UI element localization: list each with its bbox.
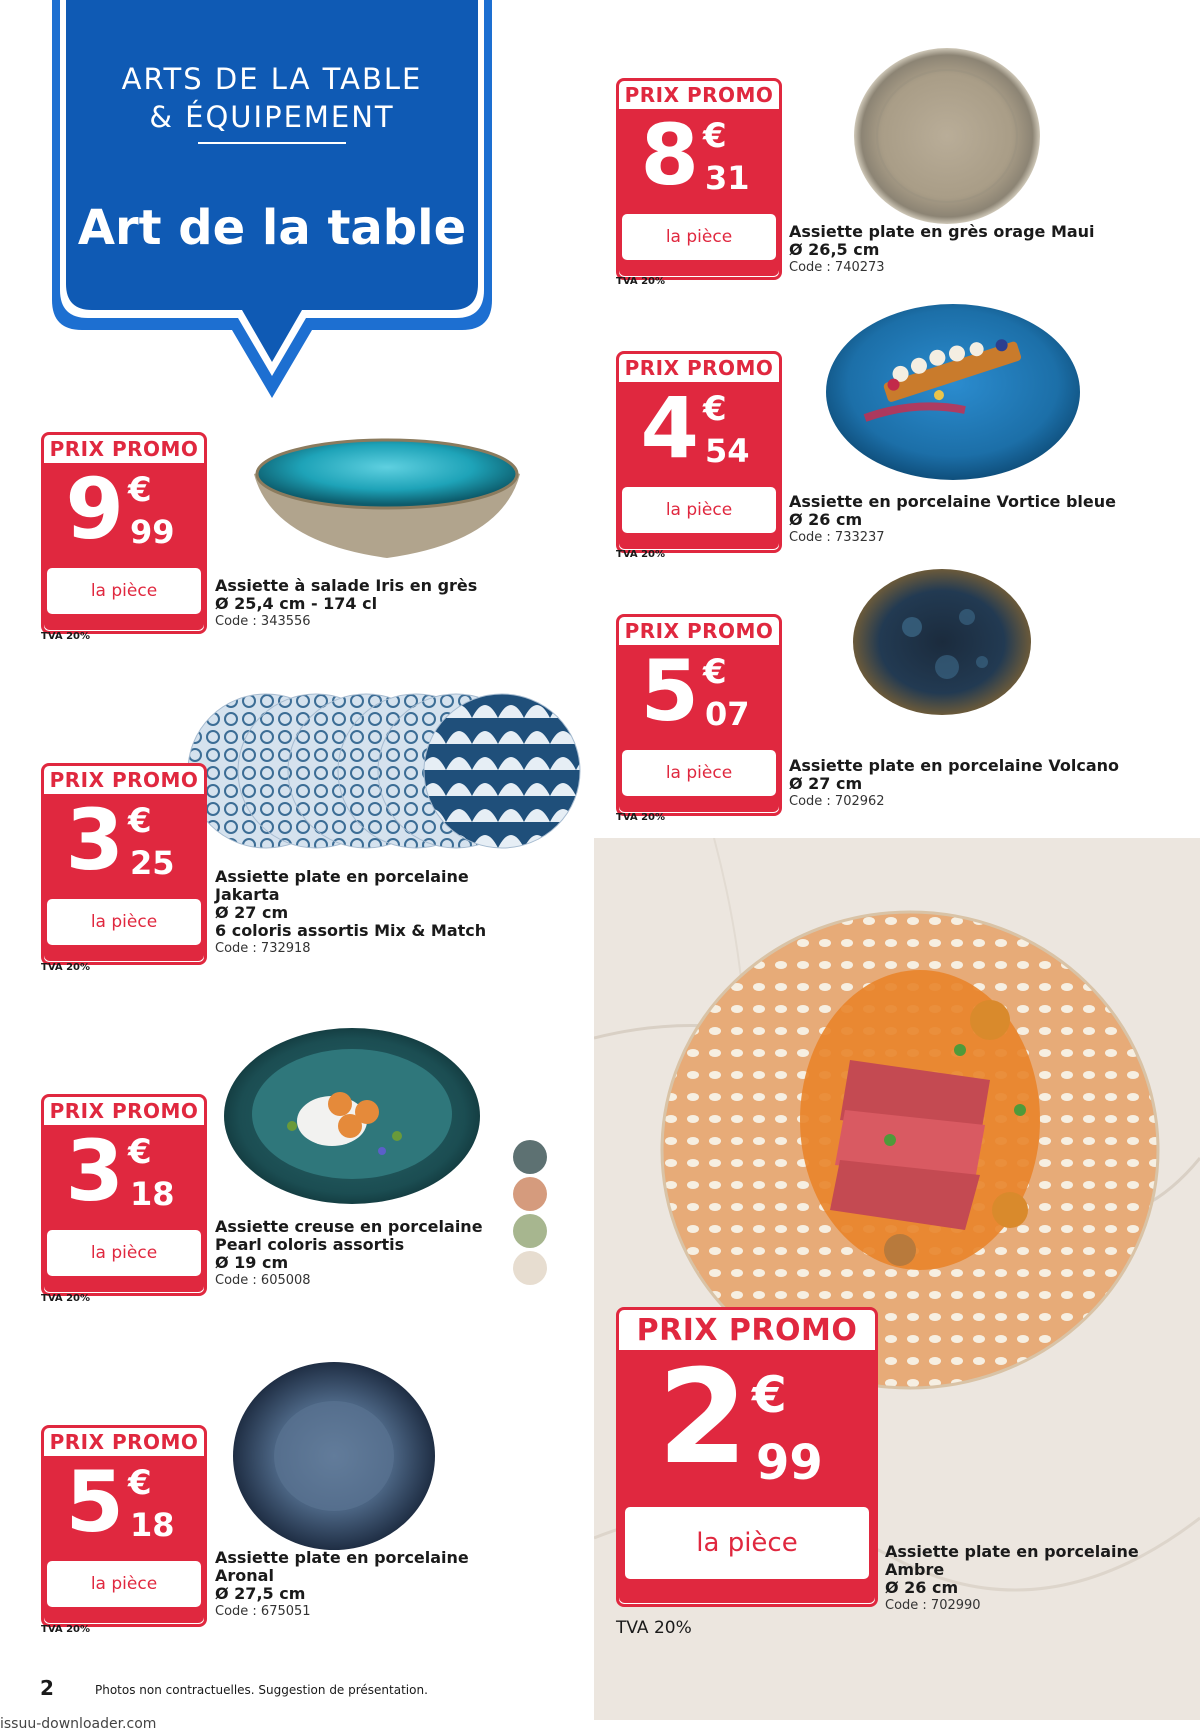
product-name-line-2: Aronal	[215, 1566, 274, 1585]
product-code: Code : 702990	[885, 1598, 981, 1613]
promo-label: PRIX PROMO	[624, 356, 774, 380]
product-name: Assiette plate en grès orage Maui	[789, 222, 1095, 241]
unit-label: la pièce	[625, 1507, 869, 1579]
price-tag-vortice	[616, 351, 782, 553]
promo-label: PRIX PROMO	[49, 437, 199, 461]
product-name-line-2: Ambre	[885, 1560, 945, 1579]
unit-label: la pièce	[622, 750, 776, 796]
currency-symbol: €	[128, 801, 152, 841]
product-desc-volcano	[789, 757, 1199, 811]
iris-bowl-image	[252, 432, 522, 562]
category-title	[50, 60, 494, 136]
product-size: Ø 27 cm	[215, 903, 289, 922]
promo-label: PRIX PROMO	[49, 1430, 199, 1454]
price-integer: 5	[640, 642, 699, 740]
maui-plate-image	[852, 44, 1042, 234]
tva-label: TVA 20%	[41, 962, 91, 973]
tva-label: TVA 20%	[41, 1624, 91, 1635]
unit-label: la pièce	[47, 899, 201, 945]
price-decimals: 18	[130, 1175, 175, 1213]
pearl-bowl-image	[222, 1026, 484, 1206]
product-size: Ø 27,5 cm	[215, 1584, 306, 1603]
unit-label: la pièce	[47, 1561, 201, 1607]
promo-label: PRIX PROMO	[49, 768, 199, 792]
promo-label: PRIX PROMO	[624, 83, 774, 107]
tva-label: TVA 20%	[616, 1618, 692, 1638]
jakarta-plates-image	[186, 692, 582, 850]
product-desc-jakarta	[215, 868, 585, 958]
product-desc-maui	[789, 223, 1189, 277]
vortice-plate-image	[825, 300, 1085, 485]
price-integer: 3	[65, 1122, 124, 1220]
price-decimals: 99	[756, 1435, 823, 1491]
price-tag-volcano	[616, 614, 782, 816]
price-integer: 2	[657, 1341, 748, 1493]
product-code: Code : 740273	[789, 260, 885, 275]
product-size: Ø 26 cm	[885, 1578, 959, 1597]
price-integer: 8	[640, 106, 699, 204]
price-decimals: 54	[705, 432, 750, 470]
product-desc-iris	[215, 577, 585, 631]
section-subtitle: Art de la table	[77, 200, 467, 256]
product-code: Code : 732918	[215, 941, 311, 956]
price-decimals: 99	[130, 513, 175, 551]
price-decimals: 25	[130, 844, 175, 882]
watermark: issuu-downloader.com	[0, 1716, 157, 1732]
unit-label: la pièce	[47, 568, 201, 614]
product-desc-pearl	[215, 1218, 585, 1290]
promo-label: PRIX PROMO	[624, 619, 774, 643]
product-size: Ø 27 cm	[789, 774, 863, 793]
product-name-line-2: Pearl coloris assortis	[215, 1235, 405, 1254]
price-tag-jakarta	[41, 763, 207, 965]
product-code: Code : 605008	[215, 1273, 311, 1288]
page-number: 2	[40, 1676, 54, 1700]
product-desc-ambre	[885, 1543, 1185, 1615]
currency-symbol: €	[703, 389, 727, 429]
product-code: Code : 733237	[789, 530, 885, 545]
tva-label: TVA 20%	[616, 549, 666, 560]
banner-divider	[198, 142, 346, 144]
product-name: Assiette creuse en porcelaine	[215, 1217, 483, 1236]
product-size: Ø 26,5 cm	[789, 240, 880, 259]
aronal-plate-image	[232, 1360, 437, 1552]
currency-symbol: €	[703, 652, 727, 692]
product-desc-aronal	[215, 1549, 585, 1621]
product-code: Code : 675051	[215, 1604, 311, 1619]
price-tag-pearl	[41, 1094, 207, 1296]
product-size: Ø 25,4 cm - 174 cl	[215, 594, 378, 613]
promo-label: PRIX PROMO	[636, 1313, 858, 1348]
product-name: Assiette plate en porcelaine	[885, 1542, 1139, 1561]
currency-symbol: €	[128, 1463, 152, 1503]
product-name: Assiette plate en porcelaine Volcano	[789, 756, 1119, 775]
tva-label: TVA 20%	[41, 631, 91, 642]
category-line-1: ARTS DE LA TABLE	[121, 62, 423, 96]
product-desc-vortice	[789, 493, 1199, 547]
product-name: Assiette plate en porcelaine	[215, 867, 469, 886]
product-variants: 6 coloris assortis Mix & Match	[215, 921, 487, 940]
price-integer: 5	[65, 1453, 124, 1551]
price-integer: 9	[65, 460, 124, 558]
volcano-plate-image	[852, 567, 1032, 717]
product-size: Ø 26 cm	[789, 510, 863, 529]
tva-label: TVA 20%	[41, 1293, 91, 1304]
unit-label: la pièce	[47, 1230, 201, 1276]
currency-symbol: €	[128, 470, 152, 510]
currency-symbol: €	[752, 1366, 787, 1424]
promo-label: PRIX PROMO	[49, 1099, 199, 1123]
price-tag-iris	[41, 432, 207, 634]
product-name-line-2: Jakarta	[215, 885, 280, 904]
price-integer: 4	[640, 379, 699, 477]
unit-label: la pièce	[622, 214, 776, 260]
swatch-grey-icon	[513, 1140, 547, 1174]
section-banner	[50, 0, 494, 410]
price-tag-maui	[616, 78, 782, 280]
product-code: Code : 702962	[789, 794, 885, 809]
product-code: Code : 343556	[215, 614, 311, 629]
price-tag-aronal	[41, 1425, 207, 1627]
currency-symbol: €	[703, 116, 727, 156]
currency-symbol: €	[128, 1132, 152, 1172]
product-name: Assiette en porcelaine Vortice bleue	[789, 492, 1117, 511]
tva-label: TVA 20%	[616, 812, 666, 823]
unit-label: la pièce	[622, 487, 776, 533]
product-name: Assiette plate en porcelaine	[215, 1548, 469, 1567]
price-decimals: 18	[130, 1506, 175, 1544]
price-tag-ambre	[616, 1307, 878, 1607]
disclaimer-note: Photos non contractuelles. Suggestion de présentation.	[95, 1683, 428, 1697]
price-decimals: 31	[705, 159, 750, 197]
price-decimals: 07	[705, 695, 750, 733]
product-size: Ø 19 cm	[215, 1253, 289, 1272]
tva-label: TVA 20%	[616, 276, 666, 287]
product-name: Assiette à salade Iris en grès	[215, 576, 478, 595]
price-integer: 3	[65, 791, 124, 889]
category-line-2: & ÉQUIPEMENT	[149, 100, 395, 134]
swatch-peach-icon	[513, 1177, 547, 1211]
